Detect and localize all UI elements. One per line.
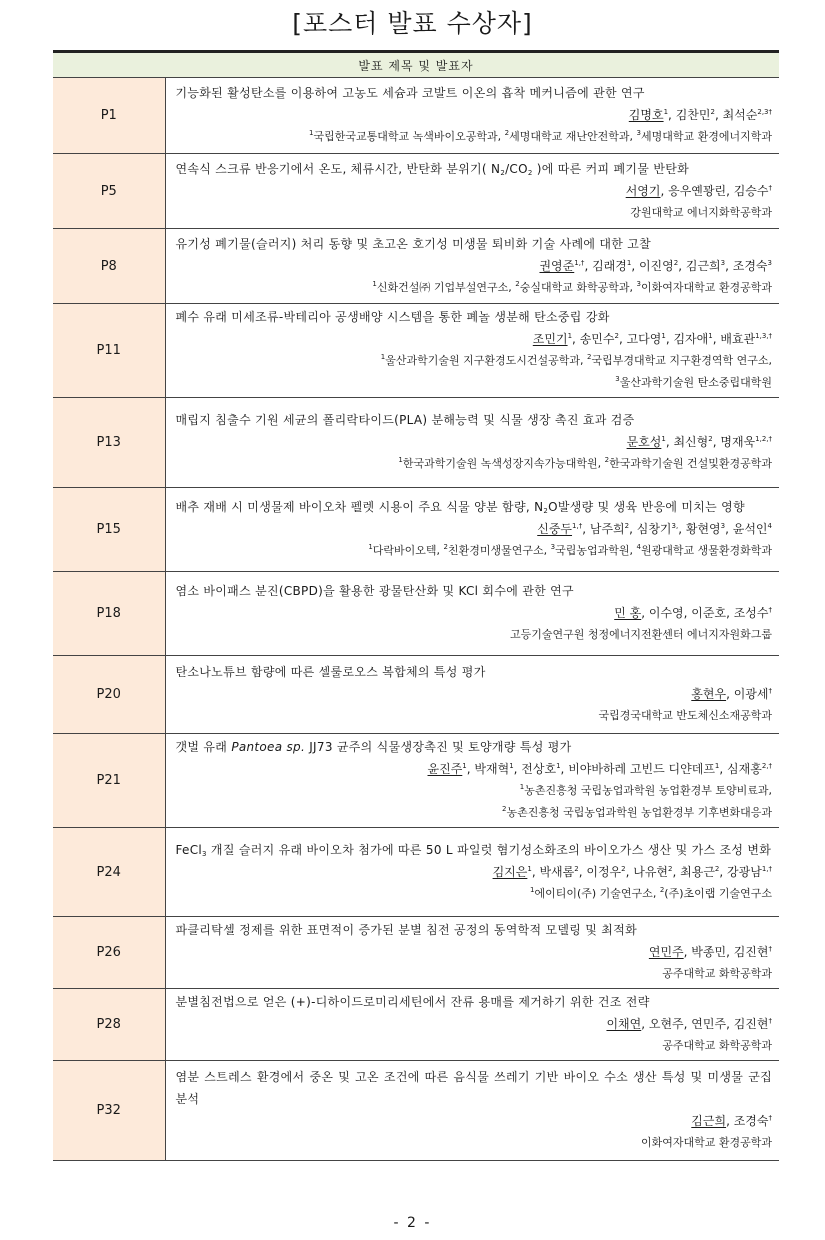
author-superscript: 3 — [720, 258, 726, 267]
presentation-title — [176, 919, 773, 941]
entry-body — [165, 734, 779, 828]
affiliation-superscript: 3 — [615, 375, 620, 383]
author-superscript: 1 — [509, 762, 514, 770]
author-superscript: 1,2,† — [755, 435, 772, 443]
affiliation-superscript: 1 — [398, 456, 403, 464]
affiliation-line — [176, 802, 773, 824]
author-name: 나유현 — [633, 864, 669, 879]
title-subscript: 2 — [500, 168, 506, 177]
affiliation-superscript: 1 — [368, 543, 373, 551]
affiliation-name: 세명대학교 환경에너지학과 — [640, 130, 772, 143]
presentation-code: P28 — [53, 989, 165, 1061]
affiliation-line: $^1$울산과학기술원 지구환경도시건설공학과, $^2$국립부경대학교 지구환경역학 연구소, — [380, 353, 772, 367]
presentation-title — [176, 991, 773, 1013]
title-text: 기능화된 활성탄소를 이용하여 고농도 세슘과 코발트 이온의 흡착 메커니즘에 관한 연구 — [175, 86, 645, 100]
title-text: )에 따른 커피 폐기물 반탄화 — [532, 161, 689, 176]
title-text: FeCl — [175, 842, 203, 857]
author-list: 권영준$^{1,\dagger}$, 김래경$^1$, 이진영$^2$, 김근희$^3$, 조경숙$^3$ — [539, 258, 772, 273]
affiliation-superscript: 1 — [530, 885, 535, 894]
presenter-name: 윤진주 — [427, 762, 463, 776]
table-row — [53, 78, 779, 154]
title-text: 염분 스트레스 환경에서 중온 및 고온 조건에 따른 음식물 쓰레기 기반 바이오 수소 생산 특성 및 미생물 군집 분석 — [175, 1070, 772, 1106]
affiliation-name: 국립경국대학교 반도체신소재공학과 — [598, 709, 772, 722]
author-superscript: 1 — [661, 435, 666, 443]
affiliation-superscript: 2 — [604, 456, 610, 464]
author-name: 배효관 — [720, 332, 756, 346]
author-superscript: 1,† — [572, 522, 583, 530]
presentation-code: P13 — [53, 398, 165, 488]
entry-body — [165, 917, 779, 989]
presentation-code: P24 — [53, 828, 165, 917]
author-superscript: 1 — [556, 762, 561, 770]
author-superscript: † — [768, 1017, 772, 1025]
author-name: 윤석인 — [732, 522, 768, 536]
author-superscript: 2 — [714, 864, 720, 873]
author-name: 최석순 — [722, 108, 758, 122]
title-text: JJ73 균주의 식물생장촉진 및 토양개량 특성 평가 — [305, 740, 572, 754]
entry-body — [165, 78, 779, 154]
title-text: 탄소나노튜브 함량에 따른 셀룰로오스 복합체의 특성 평가 — [175, 665, 486, 679]
affiliation-line: $^1$한국과학기술원 녹색성장지속가능대학원, $^2$한국과학기술원 건설및환경공학과 — [398, 456, 772, 470]
author-name: 김래경 — [592, 258, 627, 273]
author-list: 조민기$^1$, 송민수$^2$, 고다영$^1$, 김자애$^1$, 배효관$^{1,3,\dagger}$ — [532, 332, 772, 346]
presentation-title — [176, 736, 773, 758]
title-text: 염소 바이패스 분진(CBPD)을 활용한 광물탄산화 및 KCl 회수에 관한 연구 — [175, 584, 574, 598]
affiliation-line: $^1$에이티이(주) 기술연구소, $^2$(주)초이랩 기술연구소 — [530, 885, 772, 900]
presentation-title — [176, 158, 773, 180]
presentation-title — [176, 306, 773, 328]
author-list: 김근희, 조경숙† — [691, 1114, 772, 1128]
table-row — [53, 304, 779, 398]
presenter-name: 이채연 — [606, 1017, 642, 1031]
title-subscript: 2 — [543, 507, 549, 515]
author-name: 명재욱 — [720, 435, 756, 449]
page-title: [포스터 발표 수상자] — [292, 9, 533, 38]
author-superscript: 2 — [710, 108, 715, 116]
author-superscript: 2 — [574, 864, 579, 873]
affiliation-name: 신화건설㈜ 기업부설연구소 — [376, 280, 509, 294]
author-superscript: 1 — [527, 864, 532, 873]
affiliation-name: 이화여자대학교 환경공학과 — [640, 280, 772, 294]
affiliation-superscript: 2 — [659, 885, 665, 894]
affiliation-line: $^1$국립한국교통대학교 녹색바이오공학과, $^2$세명대학교 재난안전학과, $^3$세명대학교 환경에너지학과 — [309, 129, 772, 143]
affiliation-name: 울산과학기술원 지구환경도시건설공학과 — [385, 354, 581, 367]
affiliation-name: 숭실대학교 화학공학과 — [519, 280, 630, 294]
affiliation-superscript: 2 — [443, 543, 449, 551]
table-row — [53, 154, 779, 229]
author-superscript: 1,† — [574, 258, 585, 267]
affiliation-superscript: 2 — [515, 279, 520, 288]
author-superscript: † — [768, 606, 772, 614]
author-name: 이진영 — [638, 258, 674, 273]
title-text: O발생량 및 생육 반응에 미치는 영향 — [548, 500, 745, 514]
author-superscript: 1,3,† — [755, 332, 772, 340]
author-superscript: 2 — [614, 332, 619, 340]
title-text: 매립지 침출수 기원 세균의 폴리락타이드(PLA) 분해능력 및 식물 생장 촉진 효과 검증 — [175, 413, 635, 427]
author-name: 이정우 — [586, 864, 622, 879]
table-row — [53, 989, 779, 1061]
presenter-name: 신중두 — [537, 522, 573, 536]
affiliation-name: 농촌진흥청 국립농업과학원 농업환경부 토양비료과 — [524, 784, 769, 797]
entry-body — [165, 1061, 779, 1161]
table-row — [53, 488, 779, 572]
affiliation-name: 공주대학교 화학공학과 — [662, 967, 772, 980]
presentation-title — [176, 409, 773, 431]
affiliation-line — [176, 1035, 773, 1057]
affiliation-name: 농촌진흥청 국립농업과학원 농업환경부 기후변화대응과 — [506, 806, 772, 819]
author-superscript: † — [768, 183, 772, 192]
affiliation-name: (주)초이랩 기술연구소 — [664, 886, 772, 900]
title-text: 배추 재배 시 미생물제 바이오차 펠렛 시용이 주요 식물 양분 함량, N — [175, 500, 544, 514]
presentation-code: P18 — [53, 572, 165, 656]
author-name: 황현영 — [685, 522, 721, 536]
affiliation-name: 에이티이(주) 기술연구소 — [534, 886, 653, 900]
affiliation-superscript: 3 — [550, 543, 556, 551]
table-row — [53, 828, 779, 917]
author-name: 오현주 — [648, 1017, 684, 1031]
presentation-code: P32 — [53, 1061, 165, 1161]
page-number: - 2 - — [393, 1215, 432, 1231]
entry-body — [165, 229, 779, 304]
author-superscript: 1 — [663, 108, 669, 116]
table-row — [53, 398, 779, 488]
affiliation-name: 국립한국교통대학교 녹색바이오공학과 — [313, 130, 498, 143]
affiliation-line — [176, 1132, 773, 1154]
presentation-title — [176, 839, 773, 861]
presentation-title — [176, 233, 773, 255]
affiliation-name: 강원대학교 에너지화학공학과 — [630, 205, 772, 219]
affiliation-name: 공주대학교 화학공학과 — [662, 1039, 772, 1052]
affiliation-line — [176, 624, 773, 646]
presentation-code: P26 — [53, 917, 165, 989]
affiliation-superscript: 2 — [502, 805, 507, 813]
author-name: 박재혁 — [474, 762, 510, 776]
entry-body — [165, 572, 779, 656]
affiliation-superscript: 2 — [504, 129, 510, 137]
presentation-code: P21 — [53, 734, 165, 828]
author-list: 김명호$^1$, 김찬민$^2$, 최석순$^{2,3\dagger}$ — [628, 108, 772, 122]
presentation-code: P1 — [53, 78, 165, 154]
table-row — [53, 656, 779, 734]
author-name: 조성수 — [733, 606, 769, 620]
author-list: 민 홍, 이수영, 이준호, 조성수† — [614, 606, 772, 620]
affiliation-line — [176, 705, 773, 727]
presenter-name: 권영준 — [539, 258, 575, 273]
presentation-title — [176, 661, 773, 683]
author-superscript: 2 — [621, 864, 626, 873]
presentation-code: P15 — [53, 488, 165, 572]
author-name: 김근희 — [685, 258, 721, 273]
presenter-name: 민 홍 — [614, 606, 642, 620]
presenter-name: 조민기 — [532, 332, 568, 346]
entry-body — [165, 304, 779, 398]
author-name: 최용근 — [680, 864, 715, 879]
title-italic: Pantoea sp. — [231, 740, 306, 754]
author-name: 전상호 — [521, 762, 557, 776]
affiliation-line: $^1$신화건설㈜ 기업부설연구소, $^2$숭실대학교 화학공학과, $^3$이화여자대학교 환경공학과 — [372, 279, 772, 294]
award-table — [53, 53, 779, 1161]
affiliation-name: 한국과학기술원 건설및환경공학과 — [609, 457, 772, 470]
title-text: 유기성 폐기물(슬러지) 처리 동향 및 초고온 호기성 미생물 퇴비화 기술 사례에 대한 고찰 — [175, 236, 652, 251]
author-superscript: 1,† — [761, 864, 772, 873]
author-name: 김진현 — [733, 945, 769, 959]
author-name: 연민주 — [691, 1017, 727, 1031]
affiliation-name: 한국과학기술원 녹색성장지속가능대학원 — [402, 457, 598, 470]
affiliation-name: 친환경미생물연구소 — [448, 544, 544, 557]
title-text: 개질 슬러지 유래 바이오차 첨가에 따른 50 L 파일럿 혐기성소화조의 바이오가스 생산 및 가스 조성 변화 — [206, 842, 772, 857]
author-name: 이준호 — [691, 606, 727, 620]
presentation-title — [176, 82, 773, 104]
table-row — [53, 229, 779, 304]
presentation-code: P11 — [53, 304, 165, 398]
author-name: 송민수 — [579, 332, 615, 346]
author-superscript: 1 — [708, 332, 713, 340]
affiliation-superscript: 1 — [519, 783, 525, 791]
affiliation-name: 이화여자대학교 환경공학과 — [640, 1136, 772, 1149]
affiliation-line — [176, 963, 773, 985]
award-table-container — [53, 50, 779, 1161]
entry-body — [165, 154, 779, 229]
author-name: 조경숙 — [732, 258, 768, 273]
author-superscript: 2 — [668, 864, 673, 873]
author-superscript: 4 — [767, 522, 772, 530]
author-name: 심창기 — [636, 522, 672, 536]
author-superscript: 2 — [708, 435, 713, 443]
title-text: 파클리탁셀 정제를 위한 표면적이 증가된 분별 침전 공정의 동역학적 모델링 및 최적화 — [175, 923, 637, 937]
presentation-code: P5 — [53, 154, 165, 229]
author-name: 비야바하레 고빈드 디얀데프 — [568, 762, 715, 776]
title-text: 갯벌 유래 — [175, 740, 232, 754]
entry-body — [165, 656, 779, 734]
presenter-name: 연민주 — [648, 945, 684, 959]
affiliation-name: 국립부경대학교 지구환경역학 연구소 — [591, 354, 769, 367]
author-superscript: 2,† — [761, 762, 772, 770]
author-name: 남주희 — [589, 522, 625, 536]
presentation-code: P8 — [53, 229, 165, 304]
author-name: 김찬민 — [675, 108, 711, 122]
presentation-title — [176, 496, 773, 518]
affiliation-name: 국립농업과학원 — [555, 544, 630, 557]
author-superscript: 1 — [661, 332, 666, 340]
author-name: 조경숙 — [733, 1114, 769, 1128]
affiliation-line — [176, 372, 773, 394]
author-superscript: 2 — [624, 522, 630, 530]
title-text: 폐수 유래 미세조류-박테리아 공생배양 시스템을 통한 폐놀 생분해 탄소중립 강화 — [175, 310, 610, 324]
author-superscript: 1 — [714, 762, 720, 770]
presenter-name: 홍현우 — [691, 687, 727, 701]
author-superscript: † — [768, 1114, 772, 1122]
author-list: 연민주, 박종민, 김진현† — [648, 945, 772, 959]
author-name: 강광남 — [727, 864, 762, 879]
affiliation-superscript: 1 — [380, 353, 386, 361]
title-text: 연속식 스크류 반응기에서 온도, 체류시간, 반탄화 분위기( N — [175, 161, 501, 176]
affiliation-superscript: 4 — [636, 543, 641, 551]
author-name: 이광세 — [733, 687, 769, 701]
affiliation-superscript: 2 — [587, 353, 592, 361]
author-name: 박종민 — [691, 945, 727, 959]
author-name: 김승수 — [733, 183, 769, 198]
affiliation-line: $^1$농촌진흥청 국립농업과학원 농업환경부 토양비료과, — [519, 783, 772, 797]
affiliation-superscript: 3 — [636, 279, 641, 288]
affiliation-superscript: 3 — [636, 129, 641, 137]
author-superscript: 1 — [626, 258, 632, 267]
entry-body — [165, 989, 779, 1061]
affiliation-name: 고등기술연구원 청정에너지전환센터 에너지자원화그룹 — [509, 628, 772, 641]
author-name: 김자애 — [673, 332, 709, 346]
author-superscript: † — [768, 945, 772, 953]
author-superscript: 1 — [567, 332, 573, 340]
author-superscript: 2,3† — [757, 108, 772, 116]
affiliation-line: $^1$다락바이오텍, $^2$친환경미생물연구소, $^3$국립농업과학원, $^4$원광대학교 생물환경화학과 — [368, 543, 772, 557]
presentation-title — [176, 1066, 773, 1110]
affiliation-superscript: 1 — [372, 279, 377, 288]
author-name: 심재홍 — [727, 762, 762, 776]
presentation-title — [176, 580, 773, 602]
presenter-name: 문호성 — [626, 435, 662, 449]
presenter-name: 김근희 — [691, 1114, 727, 1128]
title-text: 분별침전법으로 얻은 (+)-디하이드로미리세틴에서 잔류 용매를 제거하기 위한 건조 전략 — [175, 995, 650, 1009]
presenter-name: 김지은 — [492, 864, 528, 879]
entry-body — [165, 828, 779, 917]
author-name: 박새롬 — [539, 864, 575, 879]
author-list: 김지은$^1$, 박새롬$^2$, 이정우$^2$, 나유현$^2$, 최용근$^2$, 강광남$^{1,\dagger}$ — [492, 864, 772, 879]
presentation-code: P20 — [53, 656, 165, 734]
author-superscript: 2 — [673, 258, 679, 267]
table-header: 발표 제목 및 발표자 — [53, 53, 779, 78]
author-name: 이수영 — [648, 606, 684, 620]
author-superscript: 3, — [671, 522, 679, 530]
author-name: 최신형 — [673, 435, 709, 449]
affiliation-name: 세명대학교 재난안전학과 — [509, 130, 630, 143]
author-name: 응우옌꽝린 — [668, 183, 727, 198]
table-row — [53, 734, 779, 828]
table-row — [53, 917, 779, 989]
affiliation-name: 다락바이오텍 — [372, 544, 437, 557]
table-row — [53, 1061, 779, 1161]
table-body — [53, 78, 779, 1161]
author-list: 윤진주$^1$, 박재혁$^1$, 전상호$^1$, 비야바하레 고빈드 디얀데프$^1$, 심재홍$^{2,\dagger}$ — [427, 762, 772, 776]
table-row — [53, 572, 779, 656]
title-subscript: 3 — [202, 849, 207, 858]
affiliation-superscript: 1 — [309, 129, 314, 137]
author-name: 김진현 — [733, 1017, 769, 1031]
presenter-name: 서영기 — [625, 183, 661, 198]
author-list: 이채연, 오현주, 연민주, 김진현† — [606, 1017, 772, 1031]
entry-body — [165, 488, 779, 572]
author-superscript: 3 — [720, 522, 726, 530]
author-name: 고다영 — [626, 332, 662, 346]
table-header-row — [53, 53, 779, 78]
title-subscript: 2 — [527, 168, 533, 177]
affiliation-name: 울산과학기술원 탄소중립대학원 — [619, 376, 772, 389]
affiliation-line — [176, 202, 773, 224]
author-list: 홍현우, 이광세† — [691, 687, 772, 701]
affiliation-name: 원광대학교 생물환경화학과 — [640, 544, 772, 557]
title-text: /CO — [505, 161, 528, 176]
author-list: 문호성$^1$, 최신형$^2$, 명재욱$^{1,2,\dagger}$ — [626, 435, 772, 449]
author-list: 서영기, 응우옌꽝린, 김승수† — [625, 183, 772, 198]
author-list: 신중두$^{1,\dagger}$, 남주희$^2$, 심창기$^{3,}$, 황현영$^3$, 윤석인$^4$ — [537, 522, 772, 536]
author-superscript: † — [768, 687, 772, 695]
author-superscript: 3 — [767, 258, 772, 267]
entry-body — [165, 398, 779, 488]
presenter-name: 김명호 — [628, 108, 664, 122]
author-superscript: 1 — [462, 762, 467, 770]
